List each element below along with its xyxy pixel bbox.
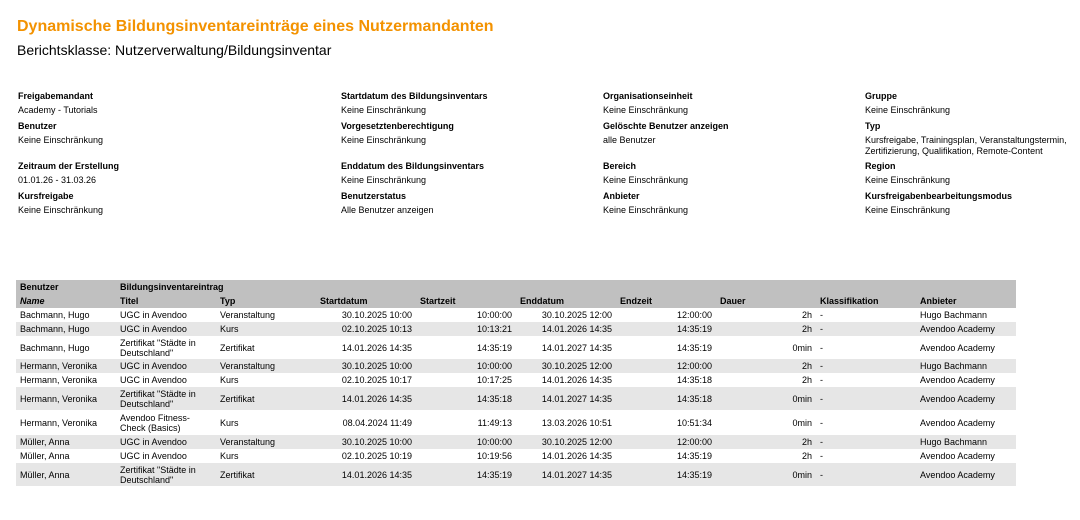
table-row [16,410,1016,435]
table-cell: 0min [716,387,816,410]
table-cell: 14:35:19 [416,463,516,486]
table-cell: Kurs [220,417,239,428]
table-cell: 02.10.2025 10:19 [341,451,412,461]
table-cell: 10:13:21 [416,322,516,336]
table-cell: Zertifikat "Städte in Deutschland" [116,387,216,410]
table-cell: Zertifikat "Städte in Deutschland" [116,463,216,486]
filter-item [865,120,1075,157]
table-cell: Müller, Anna [16,463,116,486]
table-cell: 2h [716,435,816,449]
filter-summary [18,90,1078,225]
filter-value: Kursfreigabe, Trainingsplan, Veranstaltungstermin, Zertifizierung, Qualifikation, Remote-Content [865,135,1067,156]
table-cell: 14.01.2026 14:35 [341,342,412,353]
table-cell: Hermann, Veronika [20,375,98,385]
table-cell: Hugo Bachmann [916,359,1016,373]
filter-label: Anbieter [603,191,640,201]
table-cell: 14.01.2026 14:35 [316,463,416,486]
table-cell: - [820,451,823,461]
inventory-table [16,280,1016,486]
filter-item [603,90,813,116]
table-cell: Zertifikat [220,342,255,353]
table-cell: 11:49:13 [477,417,512,428]
table-cell: - [820,375,823,385]
filter-label: Gruppe [865,91,898,101]
table-cell: 02.10.2025 10:13 [316,322,416,336]
column-header: Startzeit [416,294,516,308]
table-cell: 10:17:25 [476,375,512,385]
table-cell: - [816,435,916,449]
filter-label: Organisationseinheit [603,91,693,101]
table-cell: Avendoo Academy [916,387,1016,410]
table-cell: 10:00:00 [416,435,516,449]
table-cell: 0min [716,463,816,486]
column-header: Endzeit [616,294,716,308]
table-cell: Bachmann, Hugo [16,322,116,336]
report-subtitle: Berichtsklasse: Nutzerverwaltung/Bildungsinventar [17,42,332,58]
table-cell: UGC in Avendoo [116,359,216,373]
table-cell: 14:35:19 [676,342,712,353]
table-cell: Hermann, Veronika [20,417,98,428]
group-header-eintrag: Bildungsinventareintrag [116,280,1016,294]
filter-value: Keine Einschränkung [603,205,689,215]
filter-item [18,160,228,186]
filter-value: Keine Einschränkung [18,135,104,145]
report-title: Dynamische Bildungsinventareinträge eines Nutzermandanten [17,18,494,35]
table-cell: - [820,310,823,320]
table-cell: 14:35:19 [476,342,512,353]
table-cell: Veranstaltung [216,359,316,373]
filter-value: alle Benutzer [603,135,656,145]
table-cell: 2h [801,451,812,461]
filter-value: Keine Einschränkung [341,175,427,185]
table-cell: 14.01.2027 14:35 [516,463,616,486]
table-row [16,435,1016,449]
filter-label: Kursfreigabe [18,191,74,201]
filter-value: Academy - Tutorials [18,105,98,115]
filter-item [341,160,551,186]
table-cell: 02.10.2025 10:17 [341,375,412,385]
table-cell: - [820,342,823,353]
table-cell: 30.10.2025 12:00 [541,310,612,320]
table-cell: - [820,417,823,428]
table-cell: 30.10.2025 10:00 [341,310,412,320]
filter-label: Zeitraum der Erstellung [18,161,120,171]
table-cell: 10:00:00 [476,310,512,320]
column-header: Klassifikation [816,294,916,308]
filter-item [865,90,1075,116]
filter-label: Region [865,161,896,171]
table-cell: Avendoo Fitness-Check (Basics) [120,412,190,433]
filter-label: Gelöschte Benutzer anzeigen [603,121,729,131]
filter-item [865,190,1075,216]
filter-item [18,190,228,216]
table-row [16,308,1016,322]
table-cell: Avendoo Academy [916,322,1016,336]
table-cell: - [816,359,916,373]
filter-value: Keine Einschränkung [341,135,427,145]
table-cell: 14.01.2026 14:35 [316,387,416,410]
filter-value: Keine Einschränkung [865,105,951,115]
filter-label: Benutzerstatus [341,191,407,201]
column-header-row [16,294,1016,308]
filter-label: Benutzer [18,121,57,131]
column-header: Enddatum [516,294,616,308]
filter-item [603,190,813,216]
filter-item [341,90,551,116]
table-cell: 0min [792,417,812,428]
filter-value: Keine Einschränkung [18,205,104,215]
table-cell: 0min [792,342,812,353]
table-cell: Hermann, Veronika [16,359,116,373]
table-cell: Avendoo Academy [916,463,1016,486]
table-cell: Kurs [220,375,239,385]
filter-label: Startdatum des Bildungsinventars [341,91,488,101]
table-cell: Müller, Anna [20,451,70,461]
table-cell: 14.01.2027 14:35 [516,387,616,410]
table-cell: UGC in Avendoo [116,435,216,449]
table-row [16,336,1016,359]
table-row [16,449,1016,463]
table-cell: 2h [801,375,812,385]
table-row [16,359,1016,373]
filter-value: Keine Einschränkung [341,105,427,115]
table-cell: 14:35:18 [676,375,712,385]
filter-value: Keine Einschränkung [865,205,951,215]
column-header: Anbieter [916,294,1016,308]
table-cell: 14:35:18 [616,387,716,410]
filter-value: 01.01.26 - 31.03.26 [18,175,97,185]
table-cell: UGC in Avendoo [120,451,187,461]
table-cell: 30.10.2025 10:00 [316,359,416,373]
table-cell: UGC in Avendoo [120,310,187,320]
group-header-benutzer: Benutzer [16,280,116,294]
table-cell: Avendoo Academy [920,342,995,353]
table-cell: 14:35:18 [416,387,516,410]
table-cell: 08.04.2024 11:49 [342,417,412,428]
table-cell: 14.01.2026 14:35 [541,375,612,385]
table-row [16,463,1016,486]
table-cell: Zertifikat "Städte in Deutschland" [120,337,196,358]
table-cell: Hugo Bachmann [916,435,1016,449]
filter-item [865,160,1075,186]
table-cell: 14:35:19 [616,322,716,336]
table-cell: 10:51:34 [676,417,712,428]
table-cell: 10:19:56 [476,451,512,461]
column-header: Titel [116,294,216,308]
table-cell: 10:00:00 [416,359,516,373]
filter-label: Bereich [603,161,637,171]
column-header: Startdatum [316,294,416,308]
table-cell: Veranstaltung [220,310,276,320]
table-cell: 14:35:19 [676,451,712,461]
table-row [16,387,1016,410]
column-header: Dauer [716,294,816,308]
table-cell: 12:00:00 [616,435,716,449]
group-header-row [16,280,1016,294]
filter-label: Typ [865,121,881,131]
table-cell: UGC in Avendoo [116,322,216,336]
filter-label: Kursfreigabenbearbeitungsmodus [865,191,1013,201]
filter-item [341,190,551,216]
column-header: Name [16,294,116,308]
table-cell: 30.10.2025 12:00 [516,359,616,373]
filter-item [18,120,228,146]
table-cell: 14.01.2026 14:35 [516,322,616,336]
table-cell: Bachmann, Hugo [20,342,90,353]
table-cell: Avendoo Academy [920,451,995,461]
table-cell: 12:00:00 [676,310,712,320]
filter-item [603,120,813,146]
filter-item [18,90,228,116]
table-cell: Zertifikat [216,463,316,486]
table-cell: 2h [801,310,812,320]
table-cell: Avendoo Academy [920,375,995,385]
filter-label: Vorgesetztenberechtigung [341,121,454,131]
table-cell: 13.03.2026 10:51 [541,417,612,428]
table-cell: 14.01.2027 14:35 [541,342,612,353]
filter-item [341,120,551,146]
filter-value: Keine Einschränkung [865,175,951,185]
table-cell: - [816,322,916,336]
table-cell: 2h [716,359,816,373]
column-header: Typ [216,294,316,308]
table-row [16,322,1016,336]
filter-value: Keine Einschränkung [603,105,689,115]
table-cell: - [816,387,916,410]
filter-value: Alle Benutzer anzeigen [341,205,434,215]
table-cell: Kurs [216,322,316,336]
table-cell: Müller, Anna [16,435,116,449]
table-cell: - [816,463,916,486]
filter-label: Enddatum des Bildungsinventars [341,161,485,171]
table-cell: Kurs [220,451,239,461]
table-cell: Hugo Bachmann [920,310,988,320]
table-cell: Bachmann, Hugo [20,310,90,320]
filter-label: Freigabemandant [18,91,94,101]
table-cell: UGC in Avendoo [120,375,187,385]
filter-value: Keine Einschränkung [603,175,689,185]
table-cell: 30.10.2025 12:00 [516,435,616,449]
table-cell: 2h [716,322,816,336]
table-cell: 12:00:00 [616,359,716,373]
table-cell: Zertifikat [216,387,316,410]
table-cell: 14.01.2026 14:35 [541,451,612,461]
table-cell: Veranstaltung [216,435,316,449]
table-cell: 30.10.2025 10:00 [316,435,416,449]
table-row [16,373,1016,387]
table-cell: Avendoo Academy [920,417,995,428]
table-cell: Hermann, Veronika [16,387,116,410]
table-cell: 14:35:19 [616,463,716,486]
filter-item [603,160,813,186]
